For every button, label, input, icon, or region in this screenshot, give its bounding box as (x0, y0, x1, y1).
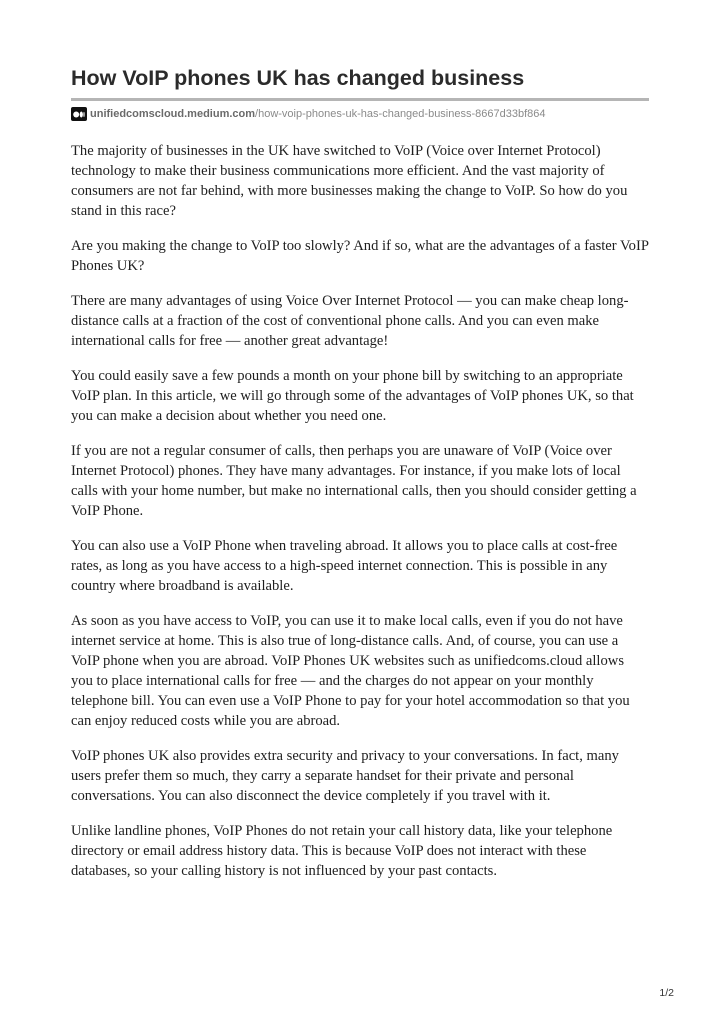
title-divider (71, 98, 649, 101)
page-number: 1/2 (659, 987, 674, 999)
source-domain[interactable]: unifiedcomscloud.medium.com (90, 108, 256, 120)
paragraph: Are you making the change to VoIP too slowly? And if so, what are the advantages of a faster VoIP Phones UK? (71, 238, 649, 274)
medium-logo-icon (71, 107, 87, 121)
paragraph: The majority of businesses in the UK have switched to VoIP (Voice over Internet Protocol) technology to make their business communications more efficient. And the vast majority of consumers are not far behind, with more businesses making the change to VoIP. So how do you stand in this race? (71, 143, 628, 219)
source-path[interactable]: /how-voip-phones-uk-has-changed-business-8667d33bf864 (255, 108, 546, 120)
paragraph: There are many advantages of using Voice Over Internet Protocol — you can make cheap long-distance calls at a fraction of the cost of conventional phone calls. And you can even make international calls for free — another great advantage! (71, 293, 629, 349)
article-title: How VoIP phones UK has changed business (71, 66, 525, 90)
paragraph: VoIP phones UK also provides extra security and privacy to your conversations. In fact, many users prefer them so much, they carry a separate handset for their private and personal conversations. You can also disconnect the device completely if you travel with it. (71, 748, 619, 804)
paragraph: As soon as you have access to VoIP, you can use it to make local calls, even if you do not have internet service at home. This is also true of long-distance calls. And, of course, you can use a VoIP phone when you are abroad. VoIP Phones UK websites such as unifiedcoms.cloud allows you to place international calls for free — and the charges do not appear on your monthly telephone bill. You can even use a VoIP Phone to pay for your hotel accommodation so that you can enjoy reduced costs while you are abroad. (71, 613, 630, 729)
article-body (71, 141, 649, 896)
paragraph: If you are not a regular consumer of calls, then perhaps you are unaware of VoIP (Voice over Internet Protocol) phones. They have many advantages. For instance, if you make lots of local calls with your home number, but make no international calls, then you should consider getting a VoIP Phone. (71, 443, 637, 519)
paragraph: You could easily save a few pounds a month on your phone bill by switching to an appropriate VoIP plan. In this article, we will go through some of the advantages of VoIP phones UK, so that you can make a decision about whether you need one. (71, 368, 634, 424)
paragraph: You can also use a VoIP Phone when traveling abroad. It allows you to place calls at cost-free rates, as long as you have access to a high-speed internet connection. This is possible in any country where broadband is available. (71, 538, 618, 594)
source-link[interactable] (71, 106, 546, 122)
paragraph: Unlike landline phones, VoIP Phones do not retain your call history data, like your telephone directory or email address history data. This is because VoIP does not interact with these databases, so your calling history is not influenced by your past contacts. (71, 823, 613, 879)
